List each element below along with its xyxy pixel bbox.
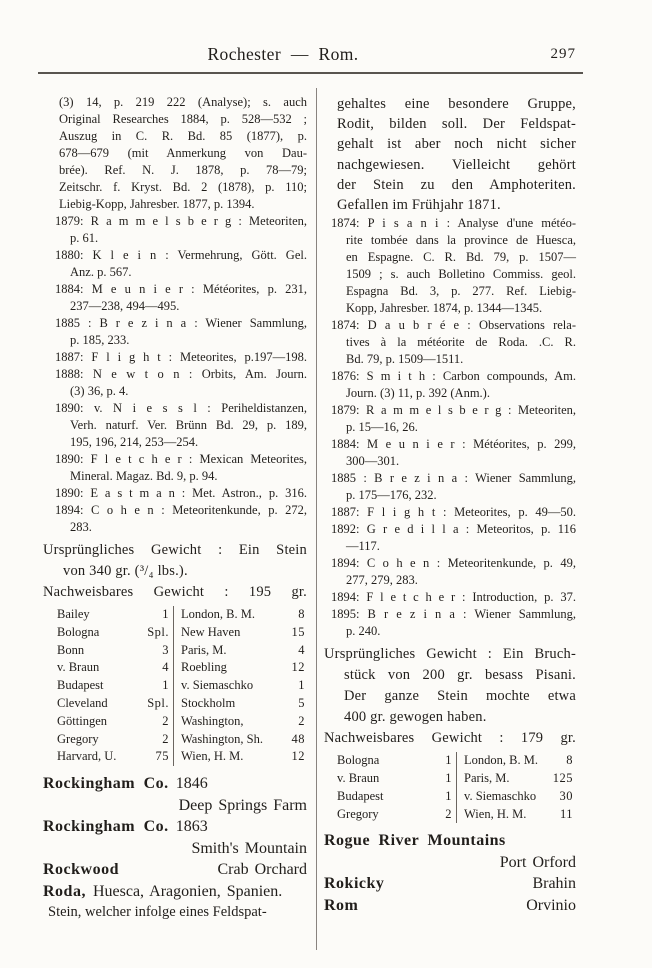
table-row xyxy=(57,713,305,731)
table-cell xyxy=(337,770,457,788)
text-line: Zeitschr. f. Kryst. Bd. 2 (1878), p. 110; xyxy=(59,180,307,194)
entry-headword xyxy=(43,773,307,795)
locality-name: Paris, M. xyxy=(181,642,227,657)
table-cell xyxy=(337,806,457,824)
text-line: 1874: P i s a n i : Analyse d'une météo- xyxy=(331,216,576,231)
entry-headword xyxy=(324,830,576,852)
bibliography-entry xyxy=(43,315,307,349)
locality-name: Bologna xyxy=(337,753,380,768)
locality-name: Bologna xyxy=(57,624,100,639)
text-line: (3) 36, p. 4. xyxy=(70,384,129,398)
weight-value: 1 xyxy=(162,678,169,693)
weight-paragraph xyxy=(43,540,307,582)
text-line: Liebig-Kopp, Jahresber. 1877, p. 1394. xyxy=(59,197,255,211)
text-line: —117. xyxy=(346,539,380,554)
bibliography-entry xyxy=(43,400,307,451)
locality-name: v. Braun xyxy=(337,771,380,786)
text-line: 1879: R a m m e l s b e r g : Meteoriten, xyxy=(331,403,576,418)
column-left xyxy=(43,94,307,924)
weight-value: 2 xyxy=(162,731,169,746)
bibliography-entry xyxy=(324,215,576,317)
text-line: Mineral. Magaz. Bd. 9, p. 94. xyxy=(70,469,218,483)
entry-synonym: Orvinio xyxy=(526,896,576,914)
table-row xyxy=(57,624,305,642)
entry-synonym: Deep Springs Farm xyxy=(178,796,307,814)
weight-value: 8 xyxy=(298,607,305,621)
entry-row xyxy=(43,859,307,881)
headword-name: Rockingham Co. xyxy=(43,818,169,836)
locality-name: Wien, H. M. xyxy=(181,749,244,764)
text-line: Anz. p. 567. xyxy=(70,265,132,279)
bibliography-entry xyxy=(324,368,576,402)
text-line: p. 61. xyxy=(70,231,99,245)
text-line: Gefallen im Frühjahr 1871. xyxy=(337,197,501,214)
locality-name: Harvard, U. xyxy=(57,749,117,764)
weight-value: 75 xyxy=(155,749,169,764)
weight-value: 48 xyxy=(291,731,305,746)
table-row xyxy=(57,748,305,766)
text-line: (3) 14, p. 219 222 (Analyse); s. auch xyxy=(59,95,307,109)
bibliography-entry xyxy=(43,281,307,315)
bibliography-entry xyxy=(324,402,576,436)
headword-name: Rom xyxy=(324,896,359,914)
weight-value: 1 xyxy=(298,678,305,693)
weight-value: 2 xyxy=(162,713,169,728)
table-cell xyxy=(174,748,305,766)
table-row xyxy=(57,677,305,695)
locality-name: Washington, Sh. xyxy=(181,731,263,746)
weights-table xyxy=(337,752,573,823)
text-line: nachgewiesen. Vielleicht gehört xyxy=(337,156,576,173)
text-line: 1895: B r e z i n a : Wiener Sammlung, xyxy=(331,607,576,622)
headword-name: Rokicky xyxy=(324,875,385,893)
weight-value: 1 xyxy=(445,753,452,768)
text-line: Espagna Bd. 3, p. 277. Ref. Liebig- xyxy=(346,284,576,299)
table-cell xyxy=(57,642,174,660)
table-cell xyxy=(174,642,305,660)
table-row xyxy=(337,752,573,770)
weights-table xyxy=(57,606,305,766)
weight-value: 2 xyxy=(298,713,305,728)
text-line: en Espagne. C. R. Bd. 79, p. 1507— xyxy=(346,250,576,265)
text-line: gehalt ist aber noch nicht sicher xyxy=(337,136,576,153)
text-line: 283. xyxy=(70,520,92,534)
table-cell xyxy=(57,659,174,677)
table-row xyxy=(57,695,305,713)
weight-value: 3 xyxy=(162,642,169,657)
text-line: Kopp, Jahresber. 1874, p. 1344—1345. xyxy=(346,301,543,316)
text-line: 1887: F l i g h t : Meteorites, p. 49—50. xyxy=(331,505,576,520)
table-row xyxy=(57,659,305,677)
table-cell xyxy=(57,713,174,731)
bibliography-entry xyxy=(324,470,576,504)
table-cell xyxy=(174,677,305,695)
text-line: 1890: E a s t m a n : Met. Astron., p. 316. xyxy=(55,486,307,500)
table-cell xyxy=(337,752,457,770)
bibliography-entry xyxy=(43,502,307,536)
text-line: p. 175—176, 232. xyxy=(346,488,437,503)
text-line: p. 15—16, 26. xyxy=(346,420,418,435)
text-line: von 340 gr. (³/₄ lbs.). xyxy=(63,563,188,579)
weight-value: 4 xyxy=(162,660,169,675)
text-line: 1890: F l e t c h e r : Mexican Meteorites, xyxy=(55,452,307,466)
table-cell xyxy=(57,748,174,766)
text-line: 1890: v. N i e s s l : Periheldistanzen, xyxy=(55,401,307,415)
table-cell xyxy=(57,677,174,695)
text-line: Original Researches 1884, p. 528—532 ; xyxy=(59,112,307,126)
locality-name: Bailey xyxy=(57,607,90,621)
locality-name: v. Braun xyxy=(57,660,100,675)
text-line: stück von 200 gr. besass Pisani. xyxy=(344,667,576,684)
text-line: 1894: F l e t c h e r : Introduction, p. 37. xyxy=(331,590,576,605)
text-line: 1885 : B r e z i n a : Wiener Sammlung, xyxy=(55,316,307,330)
weight-value: 1 xyxy=(445,788,452,803)
text-line: 1880: K l e i n : Vermehrung, Gött. Gel. xyxy=(55,248,307,262)
table-cell xyxy=(457,770,573,788)
weight-value: 11 xyxy=(559,806,573,821)
locality-name: Roebling xyxy=(181,660,227,675)
entry-headword xyxy=(43,816,307,838)
locality-name: v. Siemaschko xyxy=(181,678,254,693)
weight-value: Spl. xyxy=(147,695,169,710)
weight-value: 1 xyxy=(162,607,169,621)
text-line: 400 gr. gewogen haben. xyxy=(344,709,487,726)
text-line: Auszug in C. R. Bd. 85 (1877), p. xyxy=(59,129,307,143)
weight-value: 12 xyxy=(291,660,305,675)
locality-name: London, B. M. xyxy=(464,753,538,768)
table-row xyxy=(337,770,573,788)
entry-row xyxy=(324,895,576,917)
text-line: tives à la météorite de Roda. .C. R. xyxy=(346,335,576,350)
locality-name: Washington, xyxy=(181,713,244,728)
table-cell xyxy=(457,806,573,824)
headword-detail: 1846 xyxy=(175,775,208,793)
text-line: Journ. (3) 11, p. 392 (Anm.). xyxy=(346,386,490,401)
table-cell xyxy=(174,624,305,642)
weight-line: Nachweisbares Gewicht : 179 gr. xyxy=(324,730,576,747)
table-cell xyxy=(457,788,573,806)
weight-value: 15 xyxy=(291,624,305,639)
locality-name: v. Siemaschko xyxy=(464,788,537,803)
bibliography-entry xyxy=(43,213,307,247)
locality-name: Budapest xyxy=(57,678,104,693)
text-line: 1884: M e u n i e r : Météorites, p. 299, xyxy=(331,437,576,452)
weight-value: 4 xyxy=(298,642,305,657)
bibliography-entry xyxy=(324,436,576,470)
table-cell xyxy=(174,713,305,731)
entry-headword xyxy=(43,881,307,903)
locality-name: Göttingen xyxy=(57,713,107,728)
entry-synonym: Crab Orchard xyxy=(217,861,307,879)
table-row xyxy=(57,642,305,660)
locality-name: Paris, M. xyxy=(464,771,510,786)
text-line: 1887: F l i g h t : Meteorites, p.197—198. xyxy=(55,350,307,364)
text-line: 1874: D a u b r é e : Observations rela- xyxy=(331,318,576,333)
headword-name: Rockingham Co. xyxy=(43,775,169,793)
entry-synonym: Smith's Mountain xyxy=(191,839,307,857)
page-number: 297 xyxy=(550,46,576,62)
headword-detail: 1863 xyxy=(175,818,208,836)
text-line: Der ganze Stein mochte etwa xyxy=(344,688,576,705)
text-line: Rodit, bilden soll. Der Feldspat- xyxy=(337,116,576,133)
locality-name: Budapest xyxy=(337,788,384,803)
text-line: gehaltes eine besondere Gruppe, xyxy=(337,96,576,112)
text-line: Verh. naturf. Ver. Brünn Bd. 29, p. 189, xyxy=(70,418,307,432)
weight-value: 8 xyxy=(566,753,573,768)
locality-name: Bonn xyxy=(57,642,85,657)
bibliography-entry xyxy=(43,451,307,485)
table-cell xyxy=(337,788,457,806)
locality-name: New Haven xyxy=(181,624,241,639)
bibliography-entry xyxy=(324,589,576,606)
text-line: 1892: G r e d i l l a : Meteoritos, p. 116 xyxy=(331,522,576,537)
table-row xyxy=(337,788,573,806)
locality-name: Wien, H. M. xyxy=(464,806,527,821)
table-cell xyxy=(174,731,305,749)
entry-row xyxy=(324,873,576,895)
table-row xyxy=(337,806,573,824)
header-rule xyxy=(38,72,583,74)
bibliography-entry xyxy=(324,521,576,555)
text-line: p. 185, 233. xyxy=(70,333,130,347)
table-cell xyxy=(174,606,305,624)
text-line: Ursprüngliches Gewicht : Ein Stein xyxy=(43,542,307,558)
headword-name: Rockwood xyxy=(43,861,120,879)
text-line: 195, 196, 214, 253—254. xyxy=(70,435,199,449)
entry-synonym: Brahin xyxy=(532,875,576,893)
table-cell xyxy=(57,695,174,713)
text-line: 678—679 (mit Anmerkung von Dau- xyxy=(59,146,307,160)
page-header-title: Rochester — Rom. xyxy=(207,44,359,64)
weight-value: 1 xyxy=(445,771,452,786)
bibliography-entry xyxy=(43,247,307,281)
weight-paragraph xyxy=(324,644,576,728)
locality-name: Cleveland xyxy=(57,695,108,710)
weight-line: Nachweisbares Gewicht : 195 gr. xyxy=(43,584,307,600)
weight-value: 5 xyxy=(298,695,305,710)
bibliography-entry xyxy=(43,485,307,502)
weight-value: 30 xyxy=(559,788,573,803)
bibliography-entry xyxy=(43,366,307,400)
text-line: 1509 ; s. auch Bolletino Commiss. geol. xyxy=(346,267,576,282)
table-row xyxy=(57,731,305,749)
headword-detail: Huesca, Aragonien, Spanien. xyxy=(92,882,283,900)
entry-synonym: Port Orford xyxy=(499,853,576,871)
locality-name: Stockholm xyxy=(181,695,236,710)
headword-name: Roda, xyxy=(43,882,86,900)
table-cell xyxy=(57,731,174,749)
text-line: 1894: C o h e n : Meteoritenkunde, p. 49, xyxy=(331,556,576,571)
column-divider-rule xyxy=(316,88,317,950)
bibliography-entry xyxy=(324,317,576,368)
text-line: brée). Ref. N. J. 1878, p. 78—79; xyxy=(59,163,307,177)
text-line: Bd. 79, p. 1509—1511. xyxy=(346,352,464,367)
text-line: 237—238, 494—495. xyxy=(70,299,180,313)
text-line: 1888: N e w t o n : Orbits, Am. Journ. xyxy=(55,367,307,381)
bibliography-entry xyxy=(324,555,576,589)
text-line: der Stein zu den Amphoteriten. xyxy=(337,176,576,193)
text-line: 300—301. xyxy=(346,454,400,469)
text-line: p. 240. xyxy=(346,624,381,639)
table-cell xyxy=(57,624,174,642)
weight-value: 12 xyxy=(291,749,305,764)
table-row xyxy=(57,606,305,624)
text-line: 1876: S m i t h : Carbon compounds, Am. xyxy=(331,369,576,384)
bibliography-entry xyxy=(324,504,576,521)
text-line: rite tombée dans la province de Huesca, xyxy=(346,233,576,248)
weight-value: 2 xyxy=(445,806,452,821)
paragraph xyxy=(43,94,307,213)
text-line: 1884: M e u n i e r : Météorites, p. 231, xyxy=(55,282,307,296)
table-cell xyxy=(457,752,573,770)
text-line: 1885 : B r e z i n a : Wiener Sammlung, xyxy=(331,471,576,486)
weight-value: Spl. xyxy=(147,624,169,639)
bibliography-entry xyxy=(324,606,576,640)
table-cell xyxy=(174,659,305,677)
locality-name: Gregory xyxy=(337,806,379,821)
text-line: 1894: C o h e n : Meteoritenkunde, p. 272, xyxy=(55,503,307,517)
column-right xyxy=(324,94,576,916)
weight-value: 125 xyxy=(552,771,573,786)
text-line: 277, 279, 283. xyxy=(346,573,418,588)
text-line: Stein, welcher infolge eines Feldspat- xyxy=(48,904,267,921)
paragraph xyxy=(324,94,576,215)
table-cell xyxy=(174,695,305,713)
headword-name: Rogue River Mountains xyxy=(324,832,506,850)
locality-name: London, B. M. xyxy=(181,607,255,621)
table-cell xyxy=(57,606,174,624)
bibliography-entry xyxy=(43,349,307,366)
text-line: Ursprüngliches Gewicht : Ein Bruch- xyxy=(324,646,576,663)
locality-name: Gregory xyxy=(57,731,99,746)
text-line: 1879: R a m m e l s b e r g : Meteoriten, xyxy=(55,214,307,228)
